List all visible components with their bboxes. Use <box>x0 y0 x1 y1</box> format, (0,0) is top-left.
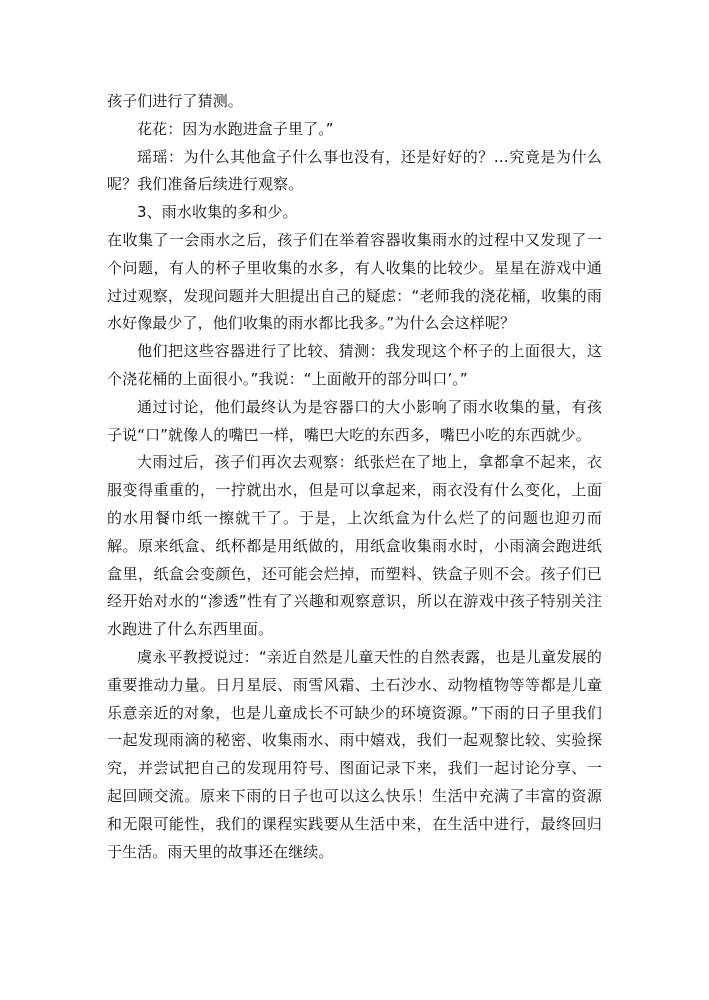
paragraph-huahua: 花花：因为水跑进盒子里了。” <box>137 119 334 138</box>
document-body <box>107 88 602 866</box>
paragraph-discussion: 通过讨论，他们最终认为是容器口的大小影响了雨水收集的量，有孩子说“口”就像人的嘴巴一样，嘴巴大吃的东西多，嘴巴小吃的东西就少。 <box>107 397 602 444</box>
section-heading-rain-collection: 3、雨水收集的多和少。 <box>137 203 298 222</box>
paragraph-conclusion: 虞永平教授说过：“亲近自然是儿童天性的自然表露，也是儿童发展的重要推动力量。日月星辰、雨雪风霜、土石沙水、动物植物等等都是儿童乐意亲近的对象，也是儿童成长不可缺少的环境资源。”下雨的日子里我们一起发现雨滴的秘密、收集雨水、雨中嬉戏，我们一起观黎比较、实验探究，并尝试把自己的发现用符号、图面记录下来，我们一起讨论分享、一起回顾交流。原来下雨的日子也可以这么快乐！生活中充满了丰富的资源和无限可能性，我们的课程实践要从生活中来，在生活中进行，最终回归于生活。雨天里的故事还在继续。 <box>107 647 602 861</box>
paragraph-guess-intro: 孩子们进行了猜测。 <box>107 92 243 110</box>
paragraph-after-rain: 大雨过后，孩子们再次去观察：纸张烂在了地上，拿都拿不起来，衣服变得重重的，一拧就出水，但是可以拿起来，雨衣没有什么变化，上面的水用餐巾纸一擦就干了。于是，上次纸盒为什么烂了的问题也迎刃而解。原来纸盒、纸杯都是用纸做的，用纸盒收集雨水时，小雨滴会跑进纸盒里，纸盒会变颜色，还可能会烂掉，而塑料、铁盒子则不会。孩子们已经开始对水的“渗透”性有了兴趣和观察意识，所以在游戏中孩子特别关注水跑进了什么东西里面。 <box>107 453 602 639</box>
paragraph-collection-observation: 在收集了一会雨水之后，孩子们在举着容器收集雨水的过程中又发现了一个问题，有人的杯子里收集的水多，有人收集的比较少。星星在游戏中通过过观察，发现问题并大胆提出自己的疑虑：“老师我的浇花桶，收集的雨水好像最少了，他们收集的雨水都比我多。”为什么会这样呢？ <box>107 230 602 333</box>
paragraph-yaoyao: 瑶瑶：为什么其他盒子什么事也没有，还是好好的？…究竟是为什么呢？我们准备后续进行观察。 <box>107 147 602 194</box>
paragraph-container-comparison: 他们把这些容器进行了比较、猜测：我发现这个杯子的上面很大，这个浇花桶的上面很小。”我说：“上面敞开的部分叫口’。” <box>107 342 602 388</box>
